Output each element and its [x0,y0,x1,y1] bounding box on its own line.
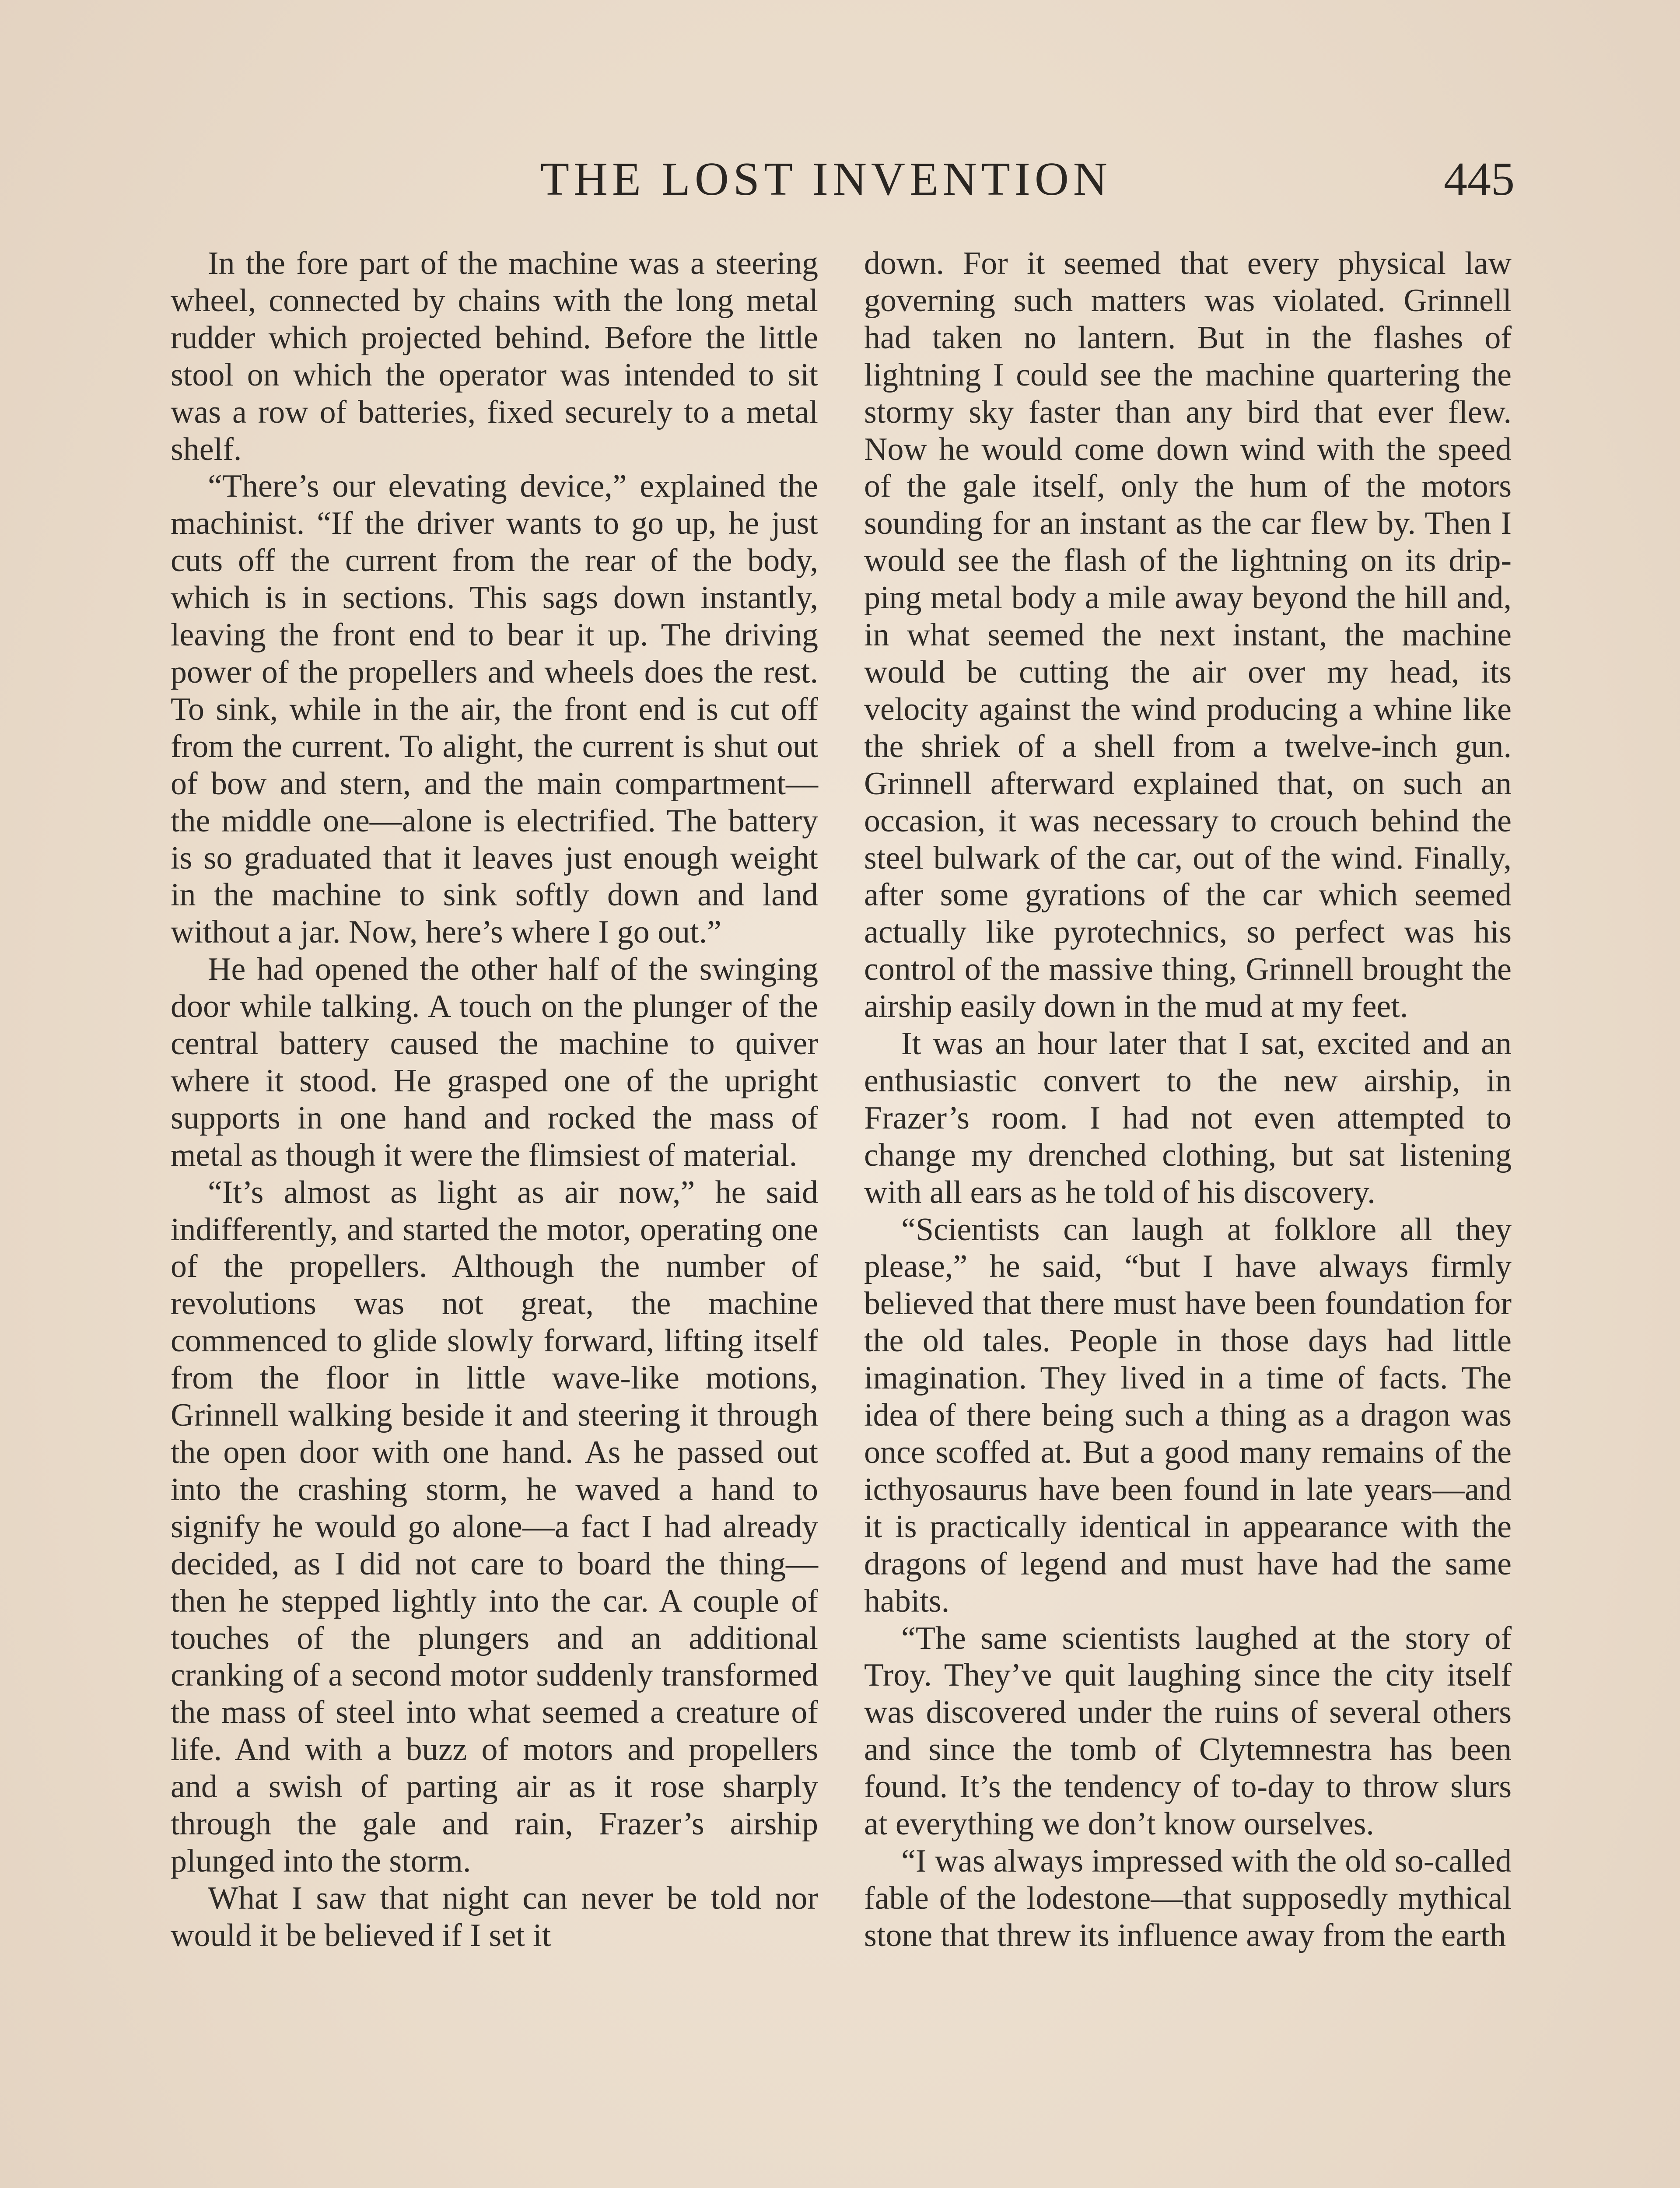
paragraph-continued: down. For it seemed that every physical law governing such matters was violated. Grinnell had taken no lantern. But in the flashes of lightning I could see the machine quartering the stormy sky faster than any bird that ever flew. Now he would come down wind with the speed of the gale itself, only the hum of the motors sounding for an instant as the car flew by. Then I would see the flash of the lightning on its dripping metal body a mile away beyond the hill and, in what seemed the next instant, the machine would be cutting the air over my head, its velocity against the wind producing a whine like the shriek of a shell from a twelve-inch gun. Grinnell afterward explained that, on such an occasion, it was necessary to crouch behind the steel bulwark of the car, out of the wind. Finally, after some gyrations of the car which seemed actually like pyrotechnics, so perfect was his control of the massive thing, Grinnell brought the airship easily down in the mud at my feet. [864,245,1512,1025]
paragraph: “The same scientists laughed at the story of Troy. They’ve quit laughing since the city itself was discovered under the ruins of several others and since the tomb of Clytemnestra has been found. It’s the tendency of to-day to throw slurs at everything we don’t know ourselves. [864,1620,1512,1842]
running-head [0,144,1680,214]
left-text-column [171,245,818,1954]
paragraph: What I saw that night can never be told nor would it be believed if I set it [171,1880,818,1953]
running-title: THE LOST INVENTION [540,153,1112,205]
paragraph: It was an hour later that I sat, excited and an enthusiastic convert to the new airship, in Frazer’s room. I had not even attempted to change my drenched clothing, but sat listening with all ears as he told of his discovery. [864,1026,1512,1210]
paragraph: “Scientists can laugh at folklore all they please,” he said, “but I have always firmly believed that there must have been foundation for the old tales. People in those days had little imagination. They lived in a time of facts. The idea of there being such a thing as a dragon was once scoffed at. But a good many remains of the icthyosaurus have been found in late years—and it is practically identical in appearance with the dragons of legend and must have had the same habits. [864,1211,1512,1619]
paragraph: “It’s almost as light as air now,” he said indifferently, and started the motor, operating one of the propellers. Although the number of revolutions was not great, the machine commenced to glide slowly forward, lifting itself from the floor in little wave-like motions, Grinnell walking beside it and steering it through the open door with one hand. As he passed out into the crashing storm, he waved a hand to signify he would go alone—a fact I had already decided, as I did not care to board the thing—then he stepped lightly into the car. A couple of touches of the plungers and an additional cranking of a second motor suddenly transformed the mass of steel into what seemed a creature of life. And with a buzz of motors and propellers and a swish of parting air as it rose sharply through the gale and rain, Frazer’s airship plunged into the storm. [171,1174,818,1879]
paragraph: “I was always impressed with the old so-called fable of the lodestone—that supposedly mythical stone that threw its influence away from the earth [864,1843,1512,1953]
paragraph: In the fore part of the machine was a steering wheel, connected by chains with the long metal rudder which projected behind. Before the little stool on which the operator was intended to sit was a row of batteries, fixed securely to a metal shelf. [171,245,818,467]
paragraph: He had opened the other half of the swinging door while talking. A touch on the plunger of the central battery caused the machine to quiver where it stood. He grasped one of the upright supports in one hand and rocked the mass of metal as though it were the flimsiest of material. [171,951,818,1173]
paragraph: “There’s our elevating device,” explained the machinist. “If the driver wants to go up, he just cuts off the current from the rear of the body, which is in sections. This sags down instantly, leaving the front end to bear it up. The driving power of the propellers and wheels does the rest. To sink, while in the air, the front end is cut off from the current. To alight, the current is shut out of bow and stern, and the main compartment—the middle one—alone is electrified. The battery is so graduated that it leaves just enough weight in the machine to sink softly down and land without a jar. Now, here’s where I go out.” [171,468,818,950]
right-text-column [864,245,1512,1954]
page-number: 445 [1444,153,1515,205]
